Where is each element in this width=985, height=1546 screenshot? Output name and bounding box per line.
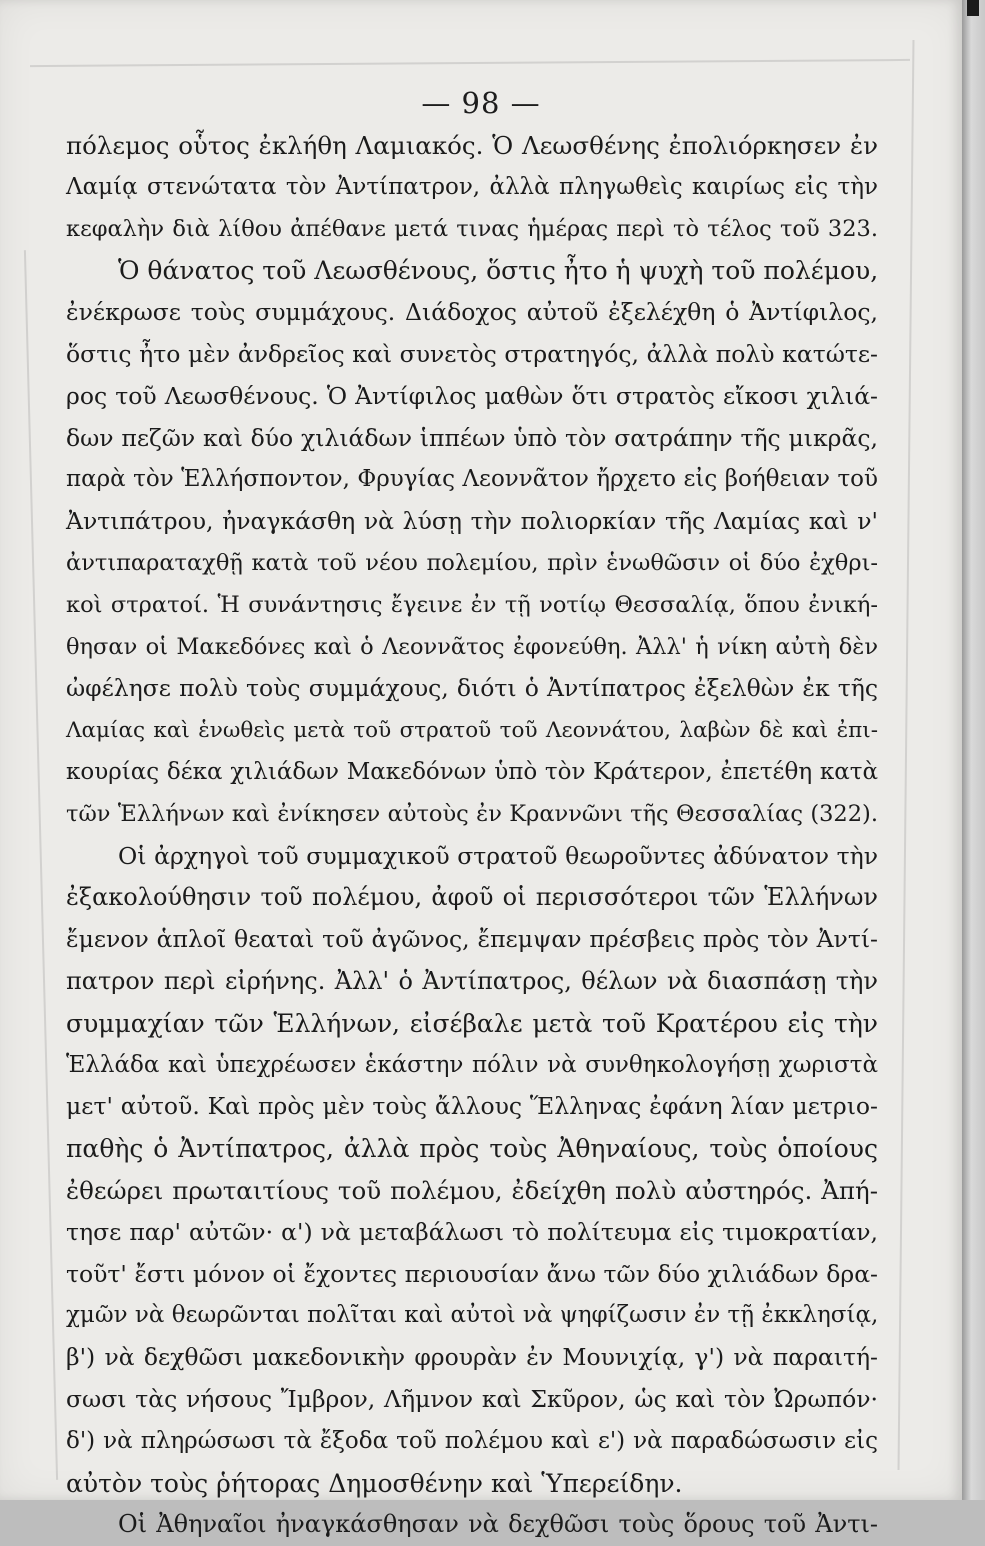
- text-line: ἐξακολούθησιν τοῦ πολέμου, ἀφοῦ οἱ περισσότεροι τῶν Ἑλλήνων: [66, 883, 878, 912]
- text-line: σωσι τὰς νήσους Ἴμβρον, Λῆμνον καὶ Σκῦρον, ὡς καὶ τὸν Ὠρωπόν·: [66, 1384, 878, 1413]
- text-line: ὠφέλησε πολὺ τοὺς συμμάχους, διότι ὁ Ἀντίπατρος ἐξελθὼν ἐκ τῆς: [66, 674, 878, 703]
- text-line: πατρον περὶ εἰρήνης. Ἀλλ' ὁ Ἀντίπατρος, θέλων νὰ διασπάσῃ τὴν: [66, 966, 878, 995]
- text-line: Ἀντιπάτρου, ἠναγκάσθη νὰ λύσῃ τὴν πολιορκίαν τῆς Λαμίας καὶ ν': [66, 507, 878, 536]
- text-line: χμῶν νὰ θεωρῶνται πολῖται καὶ αὐτοὶ νὰ ψηφίζωσιν ἐν τῇ ἐκκλησίᾳ,: [66, 1302, 879, 1329]
- text-line: Λαμίᾳ στενώτατα τὸν Ἀντίπατρον, ἀλλὰ πληγωθεὶς καιρίως εἰς τὴν: [66, 173, 878, 200]
- page-number: — 98 —: [421, 86, 541, 120]
- text-line: ἐθεώρει πρωταιτίους τοῦ πολέμου, ἐδείχθη πολὺ αὐστηρός. Ἀπή-: [66, 1175, 878, 1205]
- text-line: δ') νὰ πληρώσωσι τὰ ἔξοδα τοῦ πολέμου καὶ ε') νὰ παραδώσωσιν εἰς: [66, 1427, 878, 1454]
- text-line: ὅστις ἦτο μὲν ἀνδρεῖος καὶ συνετὸς στρατηγός, ἀλλὰ πολὺ κατώτε-: [66, 339, 878, 368]
- text-line: Ἑλλάδα καὶ ὑπεχρέωσεν ἑκάστην πόλιν νὰ συνθηκολογήσῃ χωριστὰ: [66, 1051, 878, 1078]
- text-line: αὐτὸν τοὺς ῥήτορας Δημοσθένην καὶ Ὑπερείδην.: [66, 1468, 683, 1498]
- text-line: ἔμενον ἁπλοῖ θεαταὶ τοῦ ἀγῶνος, ἔπεμψαν πρέσβεις πρὸς τὸν Ἀντί-: [66, 925, 878, 954]
- pencil-mark-left: [24, 250, 58, 1480]
- text-line: τοῦτ' ἔστι μόνον οἱ ἔχοντες περιουσίαν ἄνω τῶν δύο χιλιάδων δρα-: [66, 1259, 878, 1288]
- text-line: παθὴς ὁ Ἀντίπατρος, ἀλλὰ πρὸς τοὺς Ἀθηναίους, τοὺς ὁποίους: [66, 1134, 878, 1164]
- body-text: [66, 125, 878, 1546]
- pencil-mark-right: [898, 40, 915, 1470]
- text-line: Ὁ θάνατος τοῦ Λεωσθένους, ὅστις ἦτο ἡ ψυχὴ τοῦ πολέμου,: [118, 256, 879, 286]
- text-line: δων πεζῶν καὶ δύο χιλιάδων ἱππέων ὑπὸ τὸν σατράπην τῆς μικρᾶς,: [66, 423, 878, 452]
- text-line: κεφαλὴν διὰ λίθου ἀπέθανε μετά τινας ἡμέρας περὶ τὸ τέλος τοῦ 323.: [66, 215, 878, 242]
- pencil-mark-top: [30, 59, 910, 67]
- text-line: συμμαχίαν τῶν Ἑλλήνων, εἰσέβαλε μετὰ τοῦ Κρατέρου εἰς τὴν: [66, 1008, 878, 1038]
- corner-mark: [967, 0, 979, 16]
- text-line: παρὰ τὸν Ἑλλήσποντον, Φρυγίας Λεοννᾶτον ἤρχετο εἰς βοήθειαν τοῦ: [66, 466, 878, 493]
- text-line: ἐνέκρωσε τοὺς συμμάχους. Διάδοχος αὐτοῦ ἐξελέχθη ὁ Ἀντίφιλος,: [66, 298, 878, 327]
- text-line: τησε παρ' αὐτῶν· α') νὰ μεταβάλωσι τὸ πολίτευμα εἰς τιμοκρατίαν,: [66, 1217, 878, 1246]
- scan-edge: [962, 0, 985, 1500]
- text-line: θησαν οἱ Μακεδόνες καὶ ὁ Λεοννᾶτος ἐφονεύθη. Ἀλλ' ἡ νίκη αὐτὴ δὲν: [66, 633, 878, 660]
- text-line: ἀντιπαραταχθῇ κατὰ τοῦ νέου πολεμίου, πρὶν ἑνωθῶσιν οἱ δύο ἐχθρι-: [66, 549, 878, 576]
- text-line: Λαμίας καὶ ἑνωθεὶς μετὰ τοῦ στρατοῦ τοῦ Λεοννάτου, λαβὼν δὲ καὶ ἐπι-: [66, 718, 878, 744]
- text-line: κουρίας δέκα χιλιάδων Μακεδόνων ὑπὸ τὸν Κράτερον, ἐπετέθη κατὰ: [66, 758, 878, 785]
- text-line: τῶν Ἑλλήνων καὶ ἐνίκησεν αὐτοὺς ἐν Κραννῶνι τῆς Θεσσαλίας (322).: [66, 800, 878, 827]
- text-line: β') νὰ δεχθῶσι μακεδονικὴν φρουρὰν ἐν Μουνιχίᾳ, γ') νὰ παραιτή-: [66, 1343, 878, 1372]
- text-line: Οἱ ἀρχηγοὶ τοῦ συμμαχικοῦ στρατοῦ θεωροῦντες ἀδύνατον τὴν: [118, 841, 878, 870]
- text-line: μετ' αὐτοῦ. Καὶ πρὸς μὲν τοὺς ἄλλους Ἕλληνας ἐφάνη λίαν μετριο-: [66, 1092, 878, 1121]
- text-line: Οἱ Ἀθηναῖοι ἠναγκάσθησαν νὰ δεχθῶσι τοὺς ὅρους τοῦ Ἀντι-: [118, 1510, 878, 1539]
- text-line: πόλεμος οὗτος ἐκλήθη Λαμιακός. Ὁ Λεωσθένης ἐπολιόρκησεν ἐν: [66, 131, 878, 160]
- text-line: κοὶ στρατοί. Ἡ συνάντησις ἔγεινε ἐν τῇ νοτίῳ Θεσσαλίᾳ, ὅπου ἐνική-: [66, 591, 878, 618]
- text-line: ρος τοῦ Λεωσθένους. Ὁ Ἀντίφιλος μαθὼν ὅτι στρατὸς εἴκοσι χιλιά-: [66, 381, 878, 410]
